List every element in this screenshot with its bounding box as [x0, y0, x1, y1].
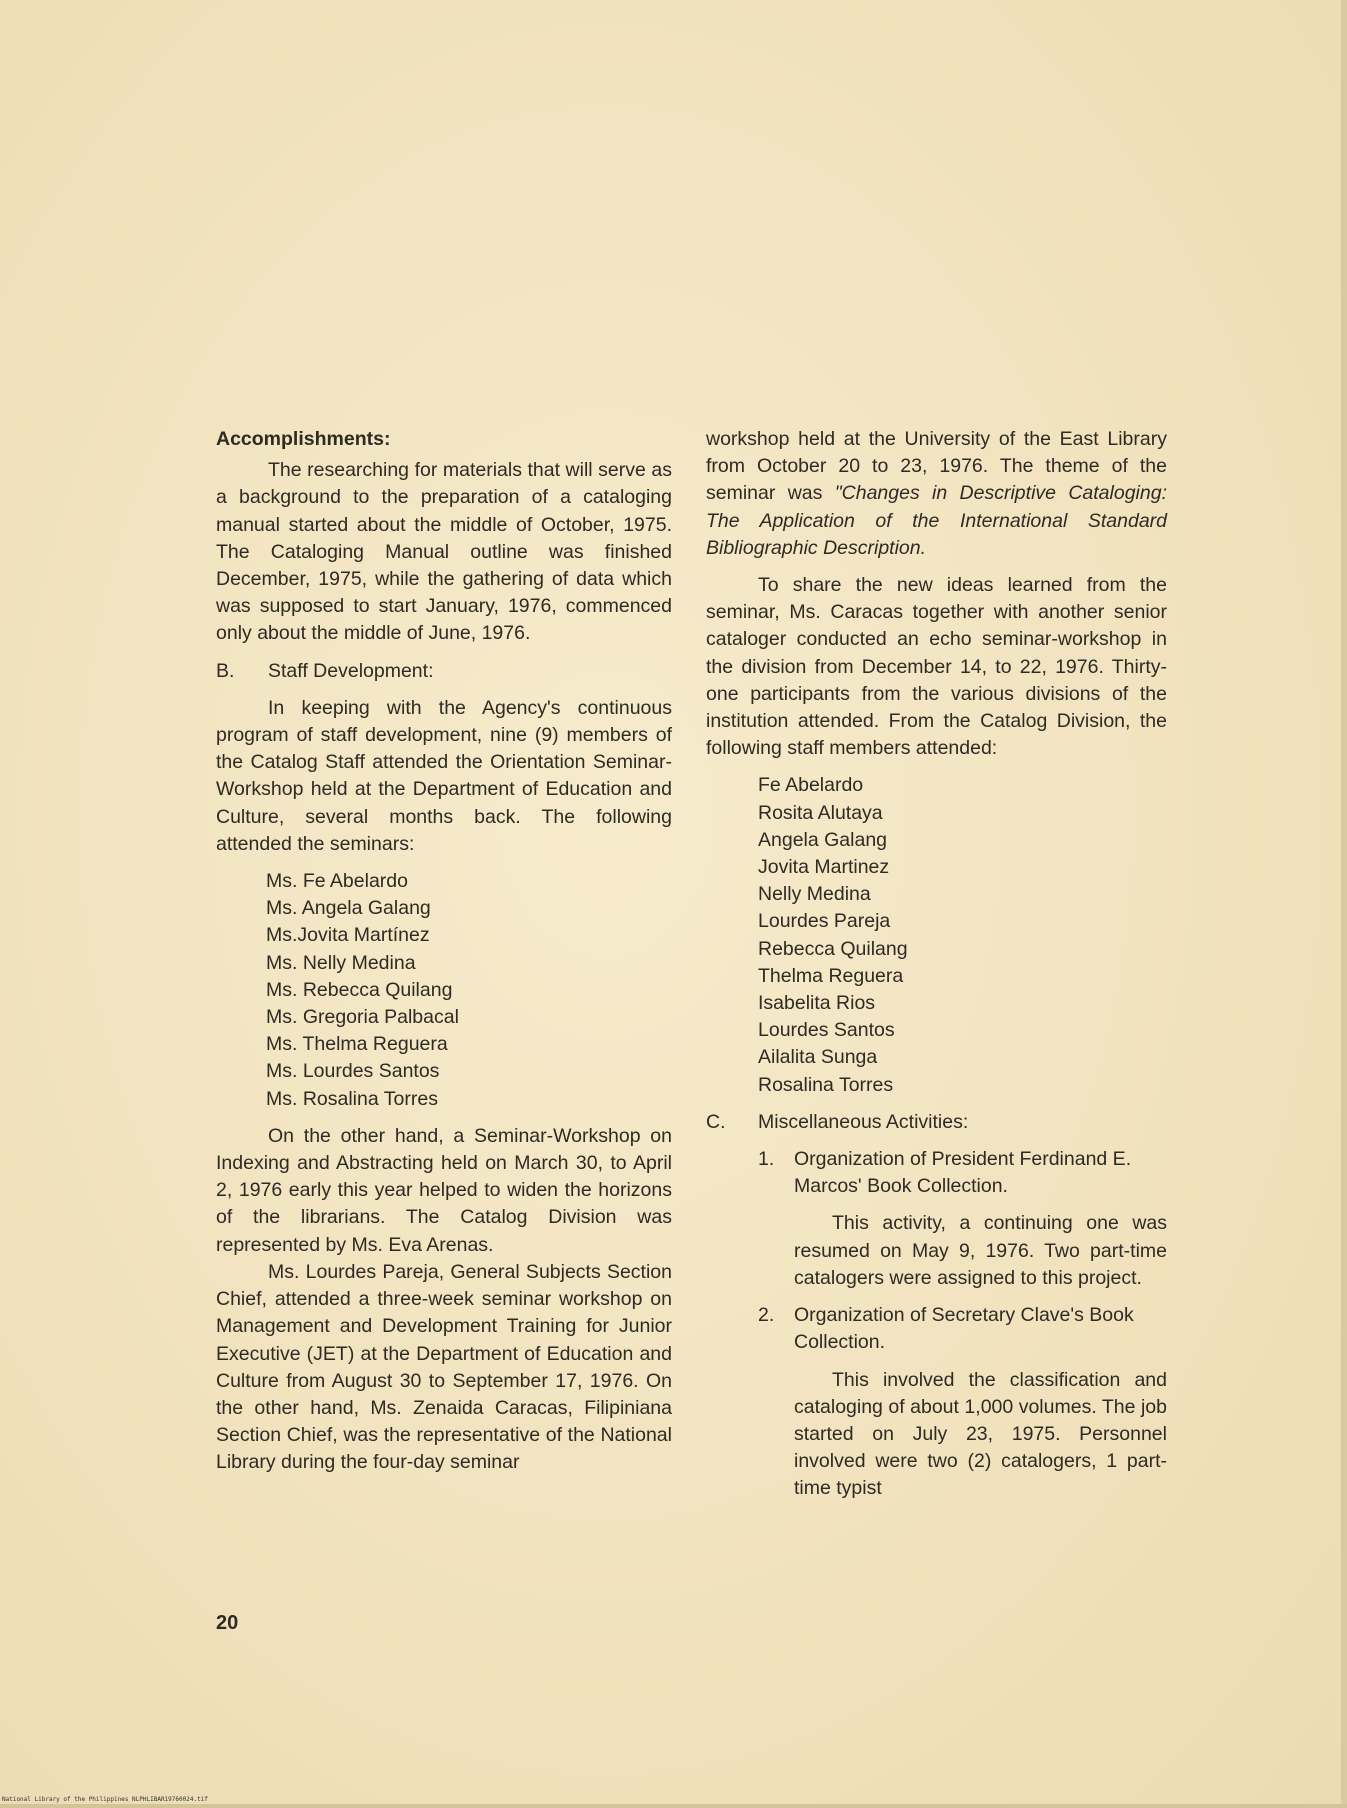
staff-development-paragraph: In keeping with the Agency's continuous program of staff development, nine (9) members of the Catalog Staff attended the Orientation Seminar-Workshop held at the Department of Education and Culture, several months back. The following attended the seminars:: [216, 696, 672, 855]
section-c-title: Miscellaneous Activities:: [758, 1110, 969, 1133]
activity-item-2-body: This involved the classification and cataloging of about 1,000 volumes. The job started on July 23, 1975. Personnel involved were two (2) catalogers, 1 part-time typist: [794, 1368, 1167, 1500]
activity-item-1-number: 1.: [758, 1148, 775, 1171]
echo-attendees-list: [758, 772, 1167, 1098]
activity-item-2-number: 2.: [758, 1304, 775, 1327]
list-item: Ms. Angela Galang: [266, 897, 431, 920]
list-item: Ms. Fe Abelardo: [266, 870, 408, 893]
list-item: Ms. Rosalina Torres: [266, 1087, 438, 1110]
activity-item-2: [758, 1302, 1167, 1356]
left-column: [216, 426, 672, 1477]
right-column: [706, 426, 1167, 1503]
list-item: Ms.Jovita Martínez: [266, 924, 430, 947]
list-item: Angela Galang: [758, 828, 888, 851]
jet-seminar-paragraph: Ms. Lourdes Pareja, General Subjects Section Chief, attended a three-week seminar workshop on Management and Development Training for Junior Executive (JET) at the Department of Education and Culture from August 30 to September 17, 1976. On the other hand, Ms. Zenaida Caracas, Filipiniana Section Chief, was the representative of the National Library during the four-day seminar: [216, 1260, 672, 1474]
section-b-letter: B.: [216, 659, 235, 682]
list-item: Isabelita Rios: [758, 992, 876, 1015]
ue-workshop-text: workshop held at the University of the East Library from October 20 to 23, 1976. The theme of the seminar was: [706, 428, 1167, 505]
activity-item-1-title: Organization of President Ferdinand E. Marcos' Book Collection.: [794, 1148, 1132, 1198]
list-item: Ms. Gregoria Palbacal: [266, 1006, 459, 1029]
activity-item-1-body: This activity, a continuing one was resumed on May 9, 1976. Two part-time catalogers were assigned to this project.: [794, 1212, 1167, 1289]
list-item: Ailalita Sunga: [758, 1046, 878, 1069]
accomplishments-paragraph: The researching for materials that will serve as a background to the preparation of a cataloging manual started about the middle of October, 1975. The Cataloging Manual outline was finished December, 1975, while the gathering of data which was supposed to start January, 1976, commenced only about the middle of June, 1976.: [216, 459, 672, 645]
section-b-title: Staff Development:: [268, 659, 434, 682]
list-item: Thelma Reguera: [758, 964, 904, 987]
list-item: Rosalina Torres: [758, 1073, 894, 1096]
ue-workshop-paragraph: [706, 426, 1167, 562]
list-item: Ms. Nelly Medina: [266, 951, 416, 974]
list-item: Ms. Thelma Reguera: [266, 1033, 448, 1056]
list-item: Ms. Rebecca Quilang: [266, 978, 453, 1001]
list-item: Rosita Alutaya: [758, 801, 883, 824]
page-bottom-divider: [0, 1804, 1347, 1808]
scan-footer: National Library of the Philippines NLPHLIBAR19760024.tif: [2, 1796, 208, 1803]
indexing-seminar-paragraph: On the other hand, a Seminar-Workshop on Indexing and Abstracting held on March 30, to April 2, 1976 early this year helped to widen the horizons of the librarians. The Catalog Division was represented by Ms. Eva Arenas.: [216, 1124, 672, 1256]
list-item: Lourdes Santos: [758, 1019, 895, 1042]
seminar-theme: "Changes in Descriptive Cataloging: The Application of the International Standard Bibliographic Description.: [706, 482, 1167, 559]
section-c-letter: C.: [706, 1110, 726, 1133]
section-b-heading: [216, 658, 672, 685]
page-edge-divider: [1341, 0, 1347, 1808]
activity-item-2-title: Organization of Secretary Clave's Book Collection.: [794, 1304, 1134, 1354]
seminar-attendees-list: [266, 868, 672, 1113]
list-item: Ms. Lourdes Santos: [266, 1060, 440, 1083]
activity-item-1: [758, 1146, 1167, 1200]
accomplishments-heading: Accomplishments:: [216, 428, 391, 450]
section-c-heading: [706, 1109, 1167, 1136]
list-item: Fe Abelardo: [758, 774, 864, 797]
list-item: Nelly Medina: [758, 883, 871, 906]
page-number: 20: [216, 1612, 239, 1634]
list-item: Jovita Martinez: [758, 856, 890, 879]
list-item: Lourdes Pareja: [758, 910, 891, 933]
echo-seminar-paragraph: To share the new ideas learned from the seminar, Ms. Caracas together with another senior cataloger conducted an echo seminar-workshop in the division from December 14, to 22, 1976. Thirty-one participants from the various divisions of the institution attended. From the Catalog Division, the following staff members attended:: [706, 574, 1167, 760]
list-item: Rebecca Quilang: [758, 937, 908, 960]
